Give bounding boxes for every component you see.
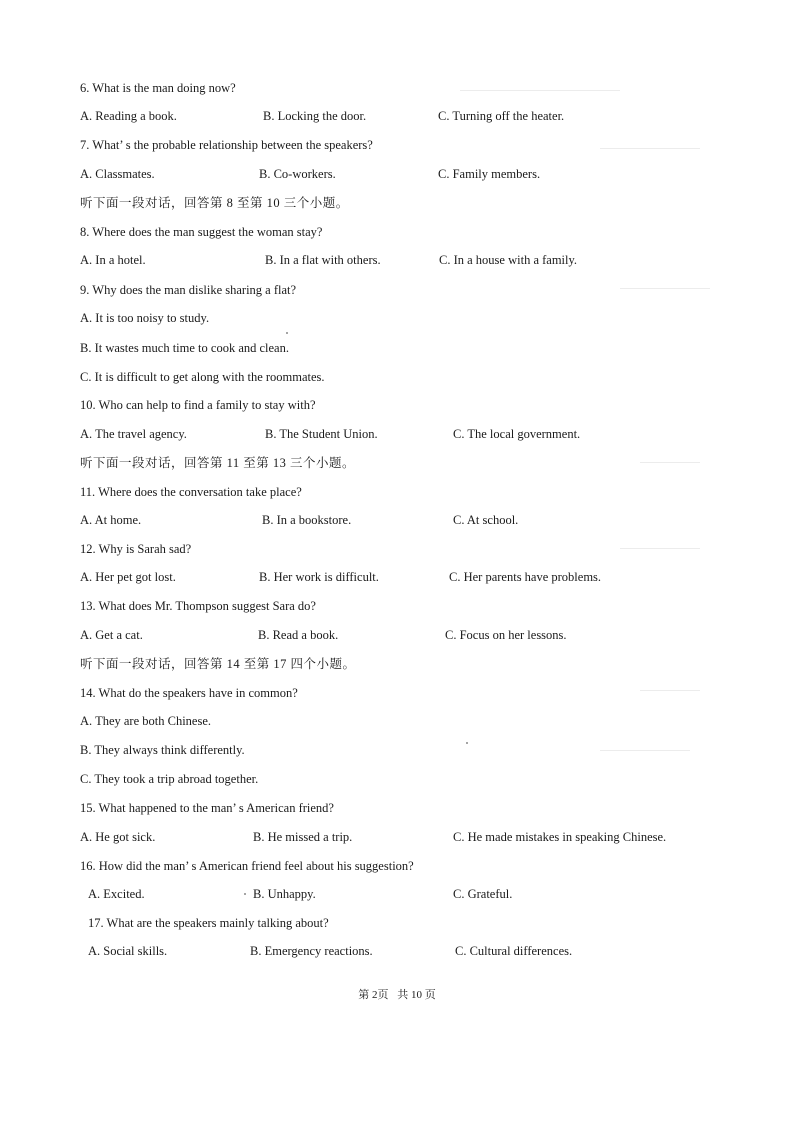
q8-option-a[interactable]: A. In a hotel. — [80, 253, 146, 267]
q9-option-c[interactable]: C. It is difficult to get along with the roommates. — [80, 370, 325, 384]
question-text: What happened to the man’ s American friend? — [98, 801, 334, 815]
q9-option-b[interactable]: B. It wastes much time to cook and clean. — [80, 341, 289, 355]
question-11 — [80, 484, 302, 500]
q12-option-c[interactable]: C. Her parents have problems. — [449, 570, 602, 584]
question-text: Where does the man suggest the woman stay? — [92, 225, 323, 239]
question-number: 15. — [80, 801, 96, 815]
question-text: Who can help to find a family to stay with? — [98, 398, 316, 412]
question-number: 8. — [80, 225, 90, 239]
page-number: 第 2页 — [358, 989, 389, 1001]
q6-option-c[interactable]: C. Turning off the heater. — [438, 109, 565, 123]
q10-option-b[interactable]: B. The Student Union. — [265, 427, 378, 441]
section-instruction: 听下面一段对话，回答第 14 至第 17 四个小题。 — [80, 657, 356, 671]
q13-option-b[interactable]: B. Read a book. — [258, 628, 339, 642]
q7-option-b[interactable]: B. Co-workers. — [259, 167, 336, 181]
question-text: What is the man doing now? — [92, 81, 236, 95]
question-8 — [80, 224, 322, 240]
question-15 — [80, 800, 334, 816]
q16-option-b[interactable]: B. Unhappy. — [253, 887, 316, 901]
page-footer — [0, 986, 794, 1002]
bleed-through-mark — [600, 148, 700, 149]
bleed-through-mark — [640, 690, 700, 691]
bleed-through-mark — [640, 462, 700, 463]
q12-option-b[interactable]: B. Her work is difficult. — [259, 570, 379, 584]
q8-option-b[interactable]: B. In a flat with others. — [265, 253, 381, 267]
q12-option-a[interactable]: A. Her pet got lost. — [80, 570, 176, 584]
speck-mark — [286, 332, 288, 334]
question-text: How did the man’ s American friend feel about his suggestion? — [98, 859, 414, 873]
q11-option-c[interactable]: C. At school. — [453, 513, 519, 527]
bleed-through-mark — [600, 750, 690, 751]
speck-mark — [466, 742, 468, 744]
question-text: What’ s the probable relationship between the speakers? — [92, 138, 373, 152]
question-text: What do the speakers have in common? — [98, 686, 298, 700]
q17-option-a[interactable]: A. Social skills. — [88, 944, 168, 958]
q14-option-a[interactable]: A. They are both Chinese. — [80, 714, 211, 728]
q16-option-a[interactable]: A. Excited. — [88, 887, 145, 901]
q17-option-c[interactable]: C. Cultural differences. — [455, 944, 573, 958]
question-number: 10. — [80, 398, 96, 412]
question-10 — [80, 397, 316, 413]
q11-option-b[interactable]: B. In a bookstore. — [262, 513, 352, 527]
question-number: 14. — [80, 686, 96, 700]
q11-option-a[interactable]: A. At home. — [80, 513, 142, 527]
question-number: 16. — [80, 859, 96, 873]
question-12 — [80, 541, 191, 557]
bleed-through-mark — [460, 90, 620, 91]
q17-option-b[interactable]: B. Emergency reactions. — [250, 944, 373, 958]
question-number: 12. — [80, 542, 96, 556]
question-text: Why does the man dislike sharing a flat? — [92, 283, 297, 297]
q13-option-a[interactable]: A. Get a cat. — [80, 628, 143, 642]
question-text: Where does the conversation take place? — [98, 485, 302, 499]
question-text: What are the speakers mainly talking about? — [106, 916, 329, 930]
q15-option-c[interactable]: C. He made mistakes in speaking Chinese. — [453, 830, 667, 844]
question-text: What does Mr. Thompson suggest Sara do? — [98, 599, 316, 613]
q14-option-c[interactable]: C. They took a trip abroad together. — [80, 772, 259, 786]
question-number: 9. — [80, 283, 90, 297]
q9-option-a[interactable]: A. It is too noisy to study. — [80, 311, 210, 325]
q15-option-a[interactable]: A. He got sick. — [80, 830, 156, 844]
question-6 — [80, 80, 236, 96]
bleed-through-mark — [620, 288, 710, 289]
section-instruction: 听下面一段对话，回答第 11 至第 13 三个小题。 — [80, 456, 356, 470]
speck-mark — [244, 893, 246, 895]
q10-option-c[interactable]: C. The local government. — [453, 427, 581, 441]
q6-option-a[interactable]: A. Reading a book. — [80, 109, 177, 123]
question-number: 17. — [88, 916, 104, 930]
question-number: 6. — [80, 81, 90, 95]
q10-option-a[interactable]: A. The travel agency. — [80, 427, 187, 441]
question-14 — [80, 685, 298, 701]
page-total: 共 10 页 — [397, 989, 436, 1001]
question-number: 7. — [80, 138, 90, 152]
question-text: Why is Sarah sad? — [98, 542, 192, 556]
bleed-through-mark — [620, 548, 700, 549]
question-9 — [80, 282, 296, 298]
q13-option-c[interactable]: C. Focus on her lessons. — [445, 628, 567, 642]
q14-option-b[interactable]: B. They always think differently. — [80, 743, 245, 757]
question-number: 13. — [80, 599, 96, 613]
q15-option-b[interactable]: B. He missed a trip. — [253, 830, 353, 844]
q16-option-c[interactable]: C. Grateful. — [453, 887, 513, 901]
question-16 — [80, 858, 414, 874]
q8-option-c[interactable]: C. In a house with a family. — [439, 253, 578, 267]
question-17 — [88, 915, 329, 931]
section-instruction: 听下面一段对话，回答第 8 至第 10 三个小题。 — [80, 196, 349, 210]
q7-option-c[interactable]: C. Family members. — [438, 167, 541, 181]
question-7 — [80, 137, 373, 153]
q7-option-a[interactable]: A. Classmates. — [80, 167, 155, 181]
question-13 — [80, 598, 316, 614]
q6-option-b[interactable]: B. Locking the door. — [263, 109, 367, 123]
question-number: 11. — [80, 485, 96, 499]
